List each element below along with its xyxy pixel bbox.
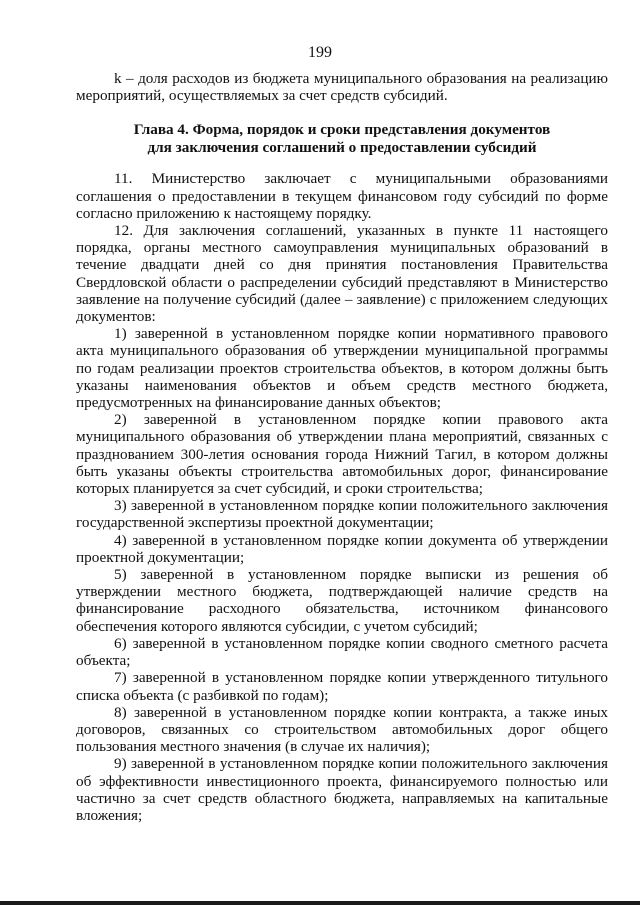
chapter-title-line-1: Глава 4. Форма, порядок и сроки представления документов: [133, 121, 551, 139]
spacer: [76, 104, 608, 121]
document-body: [76, 70, 608, 824]
list-item-5: 5) заверенной в установленном порядке выписки из решения об утверждении местного бюджета, подтверждающей наличие средств на финансирование расходного обязательства, источником финансового обеспечения которого являются субсидии, с учетом субсидий;: [76, 566, 608, 635]
page-number: 199: [308, 44, 332, 61]
chapter-title-line-2: для заключения соглашений о предоставлении субсидий: [147, 139, 537, 157]
paragraph-11: 11. Министерство заключает с муниципальными образованиями соглашения о предоставлении в текущем финансовом году субсидий по форме согласно приложению к настоящему порядку.: [76, 170, 608, 222]
list-item-3: 3) заверенной в установленном порядке копии положительного заключения государственной экспертизы проектной документации;: [76, 497, 608, 532]
list-item-9: 9) заверенной в установленном порядке копии положительного заключения об эффективности инвестиционного проекта, финансируемого полностью или частично за счет средств областного бюджета, направляемых на капитальные вложения;: [76, 755, 608, 824]
list-item-7: 7) заверенной в установленном порядке копии утвержденного титульного списка объекта (с разбивкой по годам);: [76, 669, 608, 704]
scan-border: [0, 901, 640, 905]
list-item-8: 8) заверенной в установленном порядке копии контракта, а также иных договоров, связанных со строительством автомобильных дорог общего пользования местного значения (в случае их наличия);: [76, 703, 608, 756]
list-item-4: 4) заверенной в установленном порядке копии документа об утверждении проектной документации;: [76, 531, 608, 566]
list-item-2: 2) заверенной в установленном порядке копии правового акта муниципального образования об утверждении плана мероприятий, связанных с празднованием 300-летия основания города Нижний Тагил, в котором должны быть указаны объекты строительства автомобильных дорог, финансирование которых планируется за счет субсидий, и сроки строительства;: [76, 411, 608, 498]
intro-paragraph: k – доля расходов из бюджета муниципального образования на реализацию мероприятий, осуществляемых за счет средств субсидий.: [76, 70, 608, 105]
spacer: [76, 157, 608, 170]
paragraph-12: 12. Для заключения соглашений, указанных в пункте 11 настоящего порядка, органы местного самоуправления муниципальных образований в течение двадцати дней со дня принятия постановления Правительства Свердловской области о распределении субсидий представляют в Министерство заявление на получение субсидий (далее – заявление) с приложением следующих документов:: [76, 222, 608, 326]
list-item-1: 1) заверенной в установленном порядке копии нормативного правового акта муниципального образования об утверждении муниципальной программы по годам реализации проектов строительства объектов, в котором должны быть указаны наименования объектов и объем средств местного бюджета, предусмотренных на финансирование данных объектов;: [76, 325, 608, 412]
list-item-6: 6) заверенной в установленном порядке копии сводного сметного расчета объекта;: [76, 634, 608, 670]
